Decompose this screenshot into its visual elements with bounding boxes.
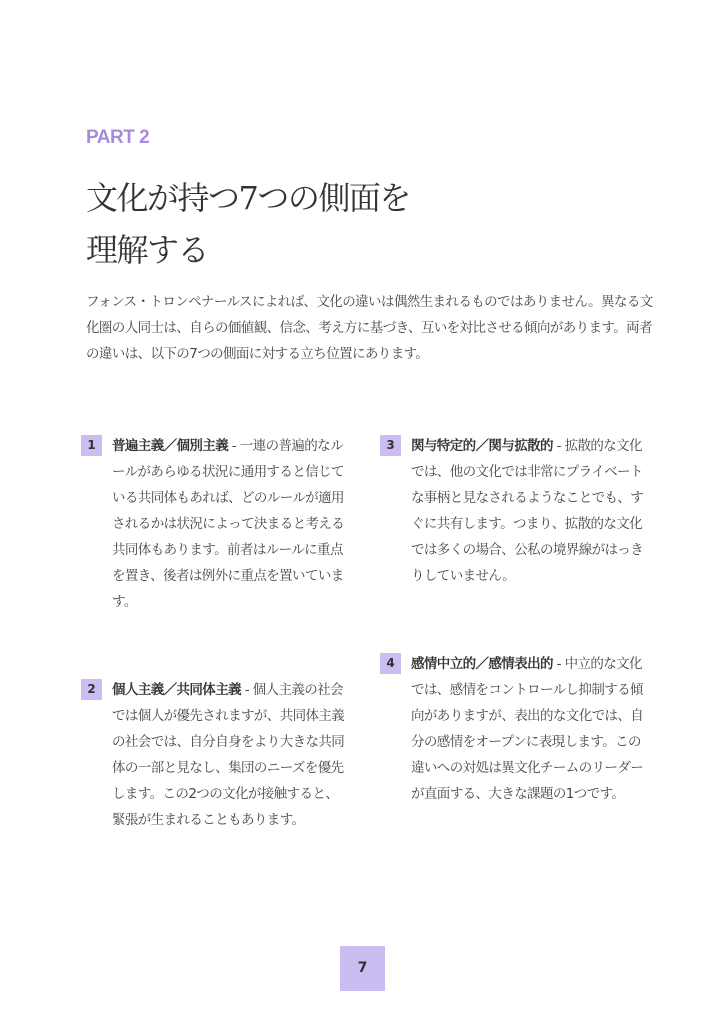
aspect-separator: -: [552, 656, 565, 672]
aspect-separator: -: [228, 438, 240, 454]
aspect-body: [112, 677, 346, 833]
aspect-item-1: [81, 433, 346, 615]
aspect-number-badge: 3: [380, 435, 401, 456]
aspect-text: 一連の普遍的なルールがあらゆる状況に通用すると信じている共同体もあれば、どのルールが適用されるかは状況によって決まると考える共同体もあります。前者はルールに重点を置き、後者は例外に重点を置いています。: [112, 438, 345, 610]
aspect-text: 拡散的な文化では、他の文化では非常にプライベートな事柄と見なされるようなことでも、すぐに共有します。つまり、拡散的な文化では多くの場合、公私の境界線がはっきりしていません。: [411, 438, 644, 584]
aspect-number-badge: 4: [380, 653, 401, 674]
aspect-number-badge: 2: [81, 679, 102, 700]
aspect-body: [112, 433, 346, 615]
aspect-item-2: [81, 677, 346, 833]
intro-paragraph: フォンス・トロンペナールスによれば、文化の違いは偶然生まれるものではありません。異なる文化圏の人同士は、自らの価値観、信念、考え方に基づき、互いを対比させる傾向があります。両者の違いは、以下の7つの側面に対する立ち位置にあります。: [86, 294, 653, 362]
aspect-heading: 個人主義／共同体主義: [112, 682, 241, 698]
aspect-text: 個人主義の社会では個人が優先されますが、共同体主義の社会では、自分自身をより大きな共同体の一部と見なし、集団のニーズを優先します。この2つの文化が接触すると、緊張が生まれることもあります。: [112, 682, 345, 828]
aspect-heading: 感情中立的／感情表出的: [411, 656, 553, 672]
aspect-item-4: [380, 651, 645, 807]
page-title: [86, 172, 646, 276]
part-label: PART 2: [86, 127, 150, 148]
aspect-item-3: [380, 433, 645, 589]
aspect-separator: -: [552, 438, 565, 454]
aspect-separator: -: [241, 682, 253, 698]
aspect-body: [411, 433, 645, 589]
page-number: 7: [340, 946, 385, 991]
page-title-line-2: 理解する: [86, 231, 209, 269]
aspect-text: 中立的な文化では、感情をコントロールし抑制する傾向がありますが、表出的な文化では、自分の感情をオープンに表現します。この違いへの対処は異文化チームのリーダーが直面する、大きな課題の1つです。: [411, 656, 644, 802]
page-title-line-1: 文化が持つ7つの側面を: [86, 179, 410, 217]
aspect-body: [411, 651, 645, 807]
aspect-heading: 関与特定的／関与拡散的: [411, 438, 553, 454]
aspect-number-badge: 1: [81, 435, 102, 456]
aspect-heading: 普遍主義／個別主義: [112, 438, 229, 454]
